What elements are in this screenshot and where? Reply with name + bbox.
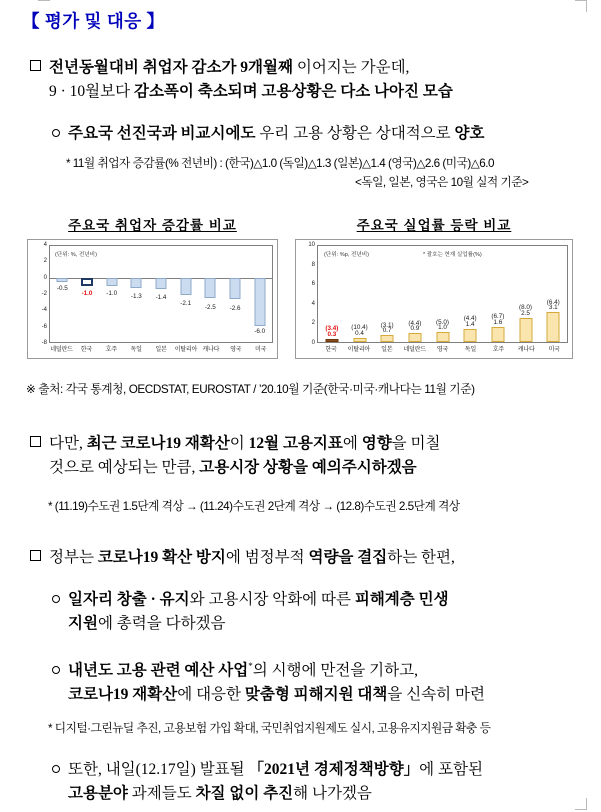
chart2-bar — [436, 332, 449, 342]
chart2-plot-area — [317, 245, 568, 343]
chart2-bar-cell: 0.3 (3.4) — [318, 246, 346, 342]
circle-bullet-icon — [52, 666, 60, 674]
bullet-block-5-line-2: 지원에 총력을 다하겠음 — [68, 615, 226, 632]
bullet-block-6 — [52, 654, 485, 707]
chart2-bar — [464, 329, 477, 342]
chart1-x-axis: 네덜란드 한국 호주 독일 일본 이탈리아 캐나다 영국 미국 — [50, 346, 267, 353]
page-title: 【 평가 및 대응 】 — [22, 11, 165, 31]
footnote-marker: * — [248, 661, 253, 671]
chart1-bar-cell: -2.1 — [173, 246, 198, 342]
chart1-bar-cell: -1.4 — [149, 246, 174, 342]
chart1-bars — [50, 246, 272, 342]
chart1-bar — [156, 278, 167, 289]
bullet-block-3-line-2: 것으로 예상되는 만큼, 고용시장 상황을 예의주시하겠음 — [49, 459, 417, 476]
chart-unemployment-change-title: 주요국 실업률 등락 비교 — [356, 218, 512, 233]
chart1-bar-cell: -1.0 — [75, 246, 100, 342]
chart-employment-growth-title: 주요국 취업자 증감률 비교 — [68, 218, 237, 233]
chart2-bar-cell: 1.0 (5.0) — [429, 246, 457, 342]
chart1-bar — [131, 278, 142, 288]
chart2-bar — [408, 333, 421, 342]
bullet-block-1-line-1: 전년동월대비 취업자 감소가 9개월째 이어지는 가운데, — [30, 56, 453, 80]
chart2-bar-highlight — [325, 339, 338, 342]
chart1-unit-note: (단위: %, 전년비) — [55, 252, 97, 258]
chart2-bar-cell: 3.1 (6.4) — [539, 246, 567, 342]
chart1-bar — [57, 278, 68, 282]
chart2-bar — [491, 327, 504, 342]
chart2-annotation: * 괄호는 현재 실업률(%) — [423, 252, 482, 258]
chart1-bar-cell: -6.0 — [247, 246, 272, 342]
bullet-block-7 — [52, 758, 483, 806]
bullet-block-3 — [30, 432, 440, 480]
bullet-block-6-note: * 디지털·그린뉴딜 추진, 고용보험 가입 확대, 국민취업지원제도 실시, 고용유지지원금 확충 등 — [48, 722, 491, 735]
chart1-bar-cell: -2.5 — [198, 246, 223, 342]
chart1-bar-cell: -2.6 — [223, 246, 248, 342]
bullet-block-2-note: * 11월 취업자 증감률(% 전년비) : (한국)△1.0 (독일)△1.3 (일본)△1.4 (영국)△2.6 (미국)△6.0 — [66, 157, 494, 170]
chart2-bar-cell: 0.4 (10.4) — [346, 246, 374, 342]
chart-unemployment-change-box — [295, 239, 573, 359]
square-bullet-icon — [30, 550, 41, 561]
chart2-bar-cell: 1.6 (6.7) — [484, 246, 512, 342]
bullet-block-1 — [30, 56, 453, 104]
bullet-block-3-line-1: 다만, 최근 코로나19 재확산이 12월 고용지표에 영향을 미칠 — [30, 432, 440, 456]
bullet-block-6-line-2: 코로나19 재확산에 대응한 맞춤형 피해지원 대책을 신속히 마련 — [68, 686, 485, 704]
chart1-bar-highlight — [81, 278, 93, 286]
chart1-bar-cell: -0.5 — [50, 246, 75, 342]
chart1-bar — [230, 278, 241, 299]
square-bullet-icon — [30, 436, 41, 447]
chart-source-note: ※ 출처: 각국 통계청, OECDSTAT, EUROSTAT / ’20.10월 기준(한국·미국·캐나다는 11월 기준) — [26, 383, 475, 396]
chart1-bar — [106, 278, 117, 286]
chart-unemployment-change — [295, 214, 573, 359]
chart2-bar-cell: 0.7 (3.1) — [373, 246, 401, 342]
chart1-bar-cell: -1.3 — [124, 246, 149, 342]
chart2-bar-cell: 2.5 (8.0) — [512, 246, 540, 342]
chart1-bar-cell: -1.0 — [99, 246, 124, 342]
chart2-x-axis: 한국 이탈리아 일본 네덜란드 영국 독일 호주 캐나다 미국 — [325, 346, 560, 353]
crop-mark-bottom-right — [575, 798, 587, 810]
crop-mark-top-right — [575, 0, 587, 12]
chart2-bar-cell: 1.4 (4.4) — [456, 246, 484, 342]
circle-bullet-icon — [52, 129, 60, 137]
bullet-block-5-line-1: 일자리 창출 · 유지와 고용시장 악화에 따른 피해계층 민생 — [52, 588, 449, 612]
chart1-bar — [180, 278, 191, 295]
chart2-bar — [547, 312, 560, 342]
bullet-block-7-line-2: 고용분야 과제들도 차질 없이 추진해 나가겠음 — [68, 785, 372, 802]
bullet-block-2 — [52, 122, 484, 146]
circle-bullet-icon — [52, 765, 60, 773]
bullet-block-2-note-2: <독일, 일본, 영국은 10월 실적 기준> — [355, 176, 529, 189]
bullet-block-4-line-1: 정부는 코로나19 확산 방지에 범정부적 역량을 결집하는 한편, — [30, 546, 455, 570]
bullet-block-6-line-1: 내년도 고용 관련 예산 사업*의 시행에 만전을 기하고, — [52, 654, 485, 683]
chart2-unit-note: (단위: %p, 전년비) — [324, 252, 370, 258]
chart1-y-axis: 4 2 0 -2 -4 -6 -8 — [41, 242, 47, 346]
bullet-block-5 — [52, 588, 449, 636]
chart1-plot-area — [49, 245, 273, 343]
bullet-block-3-note: * (11.19)수도권 1.5단계 격상 → (11.24)수도권 2단계 격상 → (12.8)수도권 2.5단계 격상 — [48, 500, 460, 513]
chart1-bar — [254, 278, 265, 326]
chart2-bar-cell: 0.9 (4.4) — [401, 246, 429, 342]
chart1-bar — [205, 278, 216, 298]
chart2-y-axis: 10 8 6 4 2 0 — [308, 242, 315, 346]
bullet-block-2-line-1: 주요국 선진국과 비교시에도 우리 고용 상황은 상대적으로 양호 — [52, 122, 484, 146]
chart2-bar — [353, 338, 366, 342]
bullet-block-4 — [30, 546, 455, 570]
bullet-block-7-line-1: 또한, 내일(12.17일) 발표될 「2021년 경제정책방향」에 포함된 — [52, 758, 483, 782]
circle-bullet-icon — [52, 595, 60, 603]
chart-employment-growth-box — [27, 239, 278, 359]
chart2-bar — [519, 318, 532, 342]
square-bullet-icon — [30, 60, 41, 71]
chart2-bars — [318, 246, 567, 342]
chart-employment-growth — [27, 214, 278, 359]
chart2-bar — [381, 335, 394, 342]
bullet-block-1-line-2: 9 · 10월보다 감소폭이 축소되며 고용상황은 다소 나아진 모습 — [49, 83, 453, 100]
